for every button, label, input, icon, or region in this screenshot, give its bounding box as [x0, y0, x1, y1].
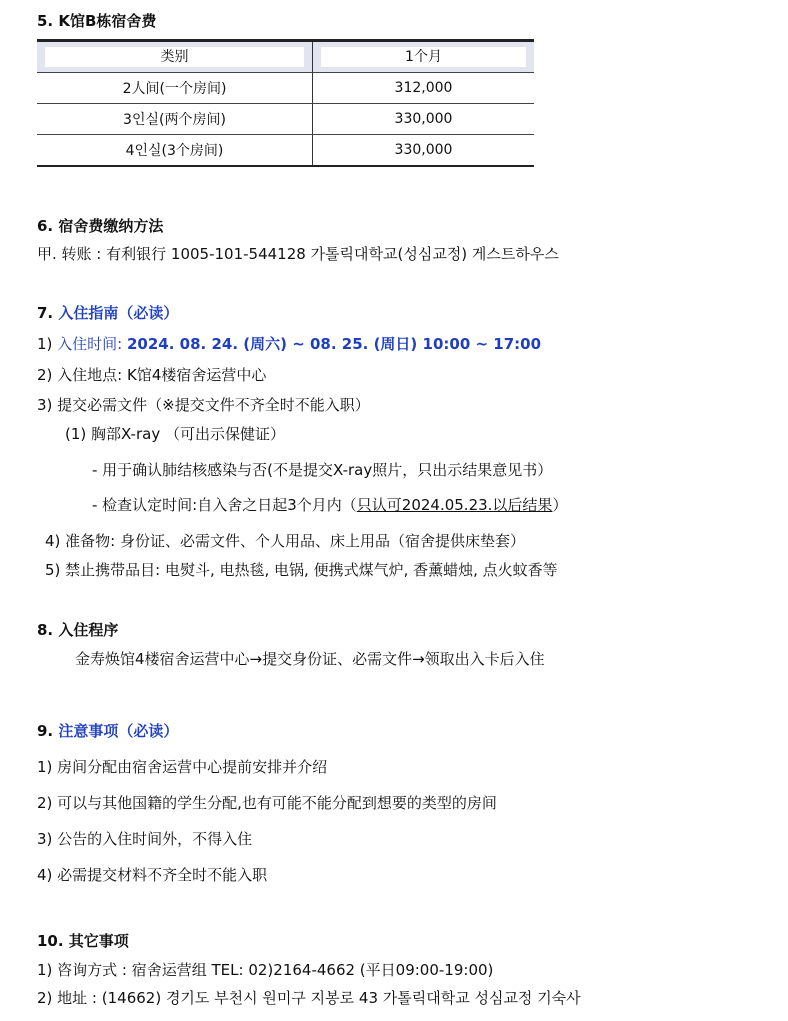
list-item: 4) 必需提交材料不齐全时不能入职 — [37, 866, 268, 884]
prohibited-items-line: 5) 禁止携带品目: 电熨斗, 电热毯, 电锅, 便携式煤气炉, 香薰蜡烛, 点火蚊香等 — [45, 561, 558, 579]
checkin-procedure-line: 金寿焕馆4楼宿舍运营中心→提交身份证、必需文件→领取出入卡后入住 — [75, 650, 545, 668]
contact-line: 1) 咨询方式 : 宿舍运营组 TEL: 02)2164-4662 (平日09:00-19:00) — [37, 961, 494, 979]
table-row — [37, 73, 534, 104]
section-10-title: 10. 其它事项 — [37, 932, 129, 950]
address-line: 2) 地址 : (14662) 경기도 부천시 원미구 지봉로 43 가톨릭대학교 성심교정 기숙사 — [37, 989, 581, 1007]
items-to-prepare-line: 4) 准备物: 身份证、必需文件、个人用品、床上用品（宿舍提供床垫套） — [45, 532, 525, 550]
table-cell: 4인실(3个房间) — [37, 135, 313, 167]
xray-note-line: - 用于确认肺结核感染与否(不是提交X-ray照片，只出示结果意见书） — [92, 461, 553, 479]
dormitory-fee-table — [37, 39, 534, 167]
section-5-title: 5. K馆B栋宿舍费 — [37, 12, 157, 30]
table-row — [37, 104, 534, 135]
section-7-title: 7. 入住指南（必读） — [37, 304, 179, 322]
table-header-cell: 类别 — [37, 41, 313, 73]
required-documents-line: 3) 提交必需文件（※提交文件不齐全时不能入职） — [37, 396, 370, 414]
chest-xray-line: (1) 胸部X-ray （可出示保健证） — [65, 425, 285, 443]
table-cell: 3인실(两个房间) — [37, 104, 313, 135]
table-cell: 330,000 — [313, 104, 535, 135]
section-9-title: 9. 注意事项（必读） — [37, 722, 179, 740]
list-item: 1) 房间分配由宿舍运营中心提前安排并介绍 — [37, 758, 328, 776]
table-header-cell: 1个月 — [313, 41, 535, 73]
checkin-time-line: 1) 入住时间: 2024. 08. 24. (周六) ~ 08. 25. (周日) 10:00 ~ 17:00 — [37, 335, 542, 353]
section-6-title: 6. 宿舍费缴纳方法 — [37, 217, 164, 235]
xray-validity-line: - 检查认定时间:自入舍之日起3个月内（只认可2024.05.23.以后结果） — [92, 496, 568, 514]
table-header-row — [37, 41, 534, 73]
list-item: 3) 公告的入住时间外，不得入住 — [37, 830, 253, 848]
section-8-title: 8. 入住程序 — [37, 621, 119, 639]
section-6-line: 甲. 转账 : 有利银行 1005-101-544128 가톨릭대학교(성심교정) 게스트하우스 — [37, 245, 559, 263]
table-cell: 2人间(一个房间) — [37, 73, 313, 104]
checkin-location-line: 2) 入住地点: K馆4楼宿舍运营中心 — [37, 366, 267, 384]
table-cell: 330,000 — [313, 135, 535, 167]
table-row — [37, 135, 534, 167]
table-cell: 312,000 — [313, 73, 535, 104]
list-item: 2) 可以与其他国籍的学生分配,也有可能不能分配到想要的类型的房间 — [37, 794, 497, 812]
